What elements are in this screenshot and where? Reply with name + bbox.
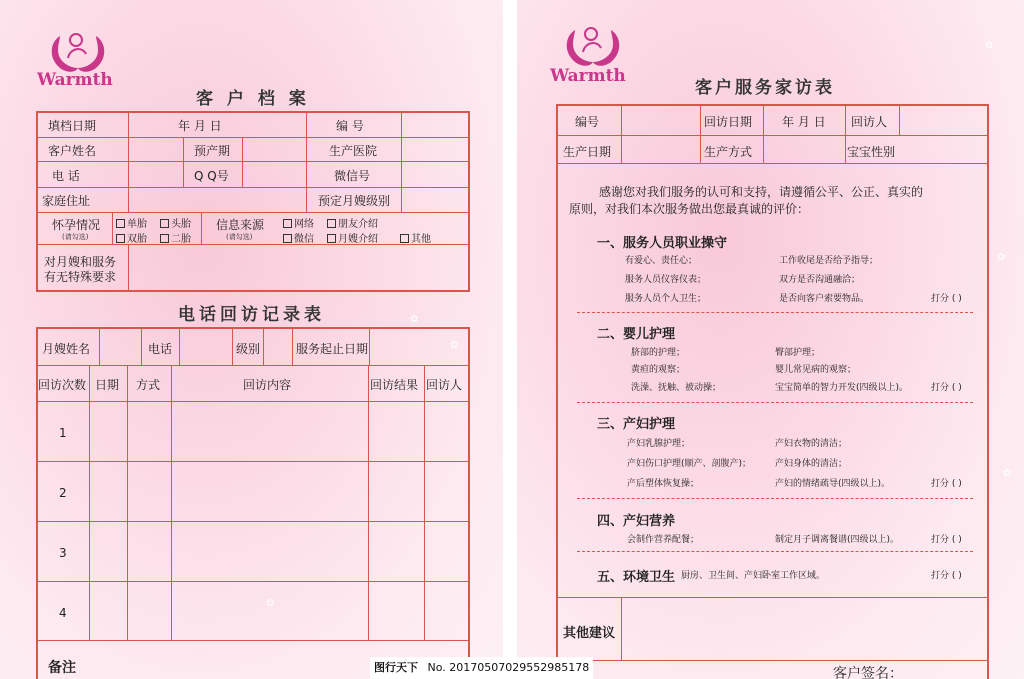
watermark-site: 图行天下 [374,661,418,674]
wechat-label: 微信号 [334,169,371,183]
petal-icon: ✿ [450,340,459,351]
eval-item: 婴儿常见病的观察； [775,365,857,375]
home-visit-page [517,0,1024,679]
checkbox-icon[interactable] [160,219,169,228]
eval-item: 产后塑体恢复操； [627,479,700,489]
source-option[interactable]: 网络 [283,215,314,230]
nanny-level-label: 预定月嫂级别 [318,194,391,208]
intro-text: 原则，对我们本次服务做出您最真诚的评价： [569,202,810,216]
eval-item: 会制作营养配餐； [627,535,700,545]
eval-item: 黄疸的观察； [631,365,686,375]
eval-item: 有爱心、责任心； [625,256,698,266]
intro-text: 感谢您对我们服务的认可和支持，请遵循公平、公正、真实的 [599,185,924,199]
other-suggestion-label: 其他建议 [563,626,616,641]
divider [577,312,973,313]
number-label: 编 号 [336,119,364,133]
eval-item: 产妇衣物的清洁； [775,439,848,449]
row-number: 1 [59,426,67,440]
eval-item: 脐部的护理； [631,348,686,358]
eval-item: 是否向客户索要物品。 [779,294,870,304]
pregnancy-option[interactable]: 单胎 [116,215,147,230]
eval-item: 产妇乳腺护理； [627,439,691,449]
checkbox-icon[interactable] [160,234,169,243]
col-header: 回访人 [426,378,463,392]
source-option[interactable]: 其他 [400,230,431,245]
fill-date-format: 年 月 日 [178,119,222,133]
eval-item: 双方是否沟通融洽； [779,275,861,285]
petal-icon: ✿ [997,252,1006,263]
remark-label: 备注 [48,660,76,676]
visit-date-format: 年 月 日 [782,115,826,129]
checkbox-icon[interactable] [116,234,125,243]
col-header: 回访内容 [243,378,292,392]
checkbox-icon[interactable] [283,234,292,243]
petal-icon: ✿ [985,40,994,51]
address-label: 家庭住址 [42,194,91,208]
visit-number-label: 编号 [575,115,600,129]
source-option[interactable]: 月嫂介绍 [327,230,378,245]
birth-method-label: 生产方式 [704,145,753,159]
section-title: 一、服务人员职业操守 [597,236,728,251]
col-header: 回访次数 [38,378,87,392]
baby-gender-label: 宝宝性别 [847,145,896,159]
fill-date-label: 填档日期 [48,119,97,133]
visitor-label: 回访人 [851,115,888,129]
eval-item: 洗澡、抚触、被动操； [631,383,722,393]
visit-title: 客户服务家访表 [695,78,835,98]
score-field[interactable]: 打分 ( ) [931,479,962,489]
qq-label: Q Q号 [194,169,229,183]
petal-icon: ✿ [266,598,275,609]
customer-signature-label: 客户签名： [833,666,903,679]
archive-title: 客 户 档 案 [196,89,310,109]
watermark-bar [370,657,593,679]
record-level-label: 级别 [236,342,261,356]
eval-item: 臀部护理； [775,348,821,358]
row-number: 3 [59,546,67,560]
pregnancy-option[interactable]: 头胎 [160,215,191,230]
section-title: 五、环境卫生 [597,570,676,585]
col-header: 回访结果 [370,378,419,392]
checkbox-icon[interactable] [283,219,292,228]
checkbox-icon[interactable] [116,219,125,228]
checkbox-icon[interactable] [327,234,336,243]
visit-date-label: 回访日期 [704,115,753,129]
section-title: 四、产妇营养 [597,514,676,529]
source-hint: (请勾选) [226,233,253,241]
checkbox-icon[interactable] [327,219,336,228]
eval-item: 产妇身体的清洁； [775,459,848,469]
watermark-number: No. 20170507029552985178 [427,661,590,674]
due-date-label: 预产期 [194,144,231,158]
source-label: 信息来源 [216,218,265,232]
source-option[interactable]: 朋友介绍 [327,215,378,230]
petal-icon: ✿ [410,314,419,325]
pregnancy-hint: (请勾选) [62,233,89,241]
row-number: 2 [59,486,67,500]
birth-date-label: 生产日期 [563,145,612,159]
pregnancy-label: 怀孕情况 [52,218,101,232]
eval-item: 服务人员个人卫生； [625,294,707,304]
row-number: 4 [59,606,67,620]
service-date-label: 服务起止日期 [296,342,369,356]
record-phone-label: 电话 [148,342,173,356]
eval-item: 产妇伤口护理(顺产、剖腹产)； [627,459,752,469]
section-title: 三、产妇护理 [597,417,676,432]
eval-item: 制定月子调离餐谱(四级以上)。 [775,535,900,545]
eval-item: 宝宝简单的智力开发(四级以上)。 [775,383,909,393]
petal-icon: ✿ [1003,468,1012,479]
eval-item: 服务人员仪容仪表； [625,275,707,285]
pregnancy-option[interactable]: 二胎 [160,230,191,245]
checkbox-icon[interactable] [400,234,409,243]
score-field[interactable]: 打分 ( ) [931,383,962,393]
nanny-name-label: 月嫂姓名 [42,342,91,356]
pregnancy-option[interactable]: 双胎 [116,230,147,245]
archive-page [0,0,503,679]
col-header: 日期 [95,378,120,392]
logo-text: Warmth [37,70,113,90]
divider [577,551,973,552]
score-field[interactable]: 打分 ( ) [931,294,962,304]
eval-item: 工作收尾是否给予指导； [779,256,879,266]
special-request-label: 对月嫂和服务 [44,255,117,269]
source-option[interactable]: 微信 [283,230,314,245]
logo-text: Warmth [550,66,626,86]
eval-item: 厨房、卫生间、产妇卧室工作区域。 [681,571,826,581]
record-title: 电话回访记录表 [178,305,325,325]
warmth-logo-icon [561,22,625,72]
phone-label: 电 话 [52,169,80,183]
eval-item: 产妇的情绪疏导(四级以上)。 [775,479,891,489]
hospital-label: 生产医院 [329,144,378,158]
section-title: 二、婴儿护理 [597,327,676,342]
divider [577,402,973,403]
customer-name-label: 客户姓名 [48,144,97,158]
special-request-label: 有无特殊要求 [44,270,117,284]
score-field[interactable]: 打分 ( ) [931,535,962,545]
divider [577,498,973,499]
col-header: 方式 [136,378,161,392]
score-field[interactable]: 打分 ( ) [931,571,962,581]
